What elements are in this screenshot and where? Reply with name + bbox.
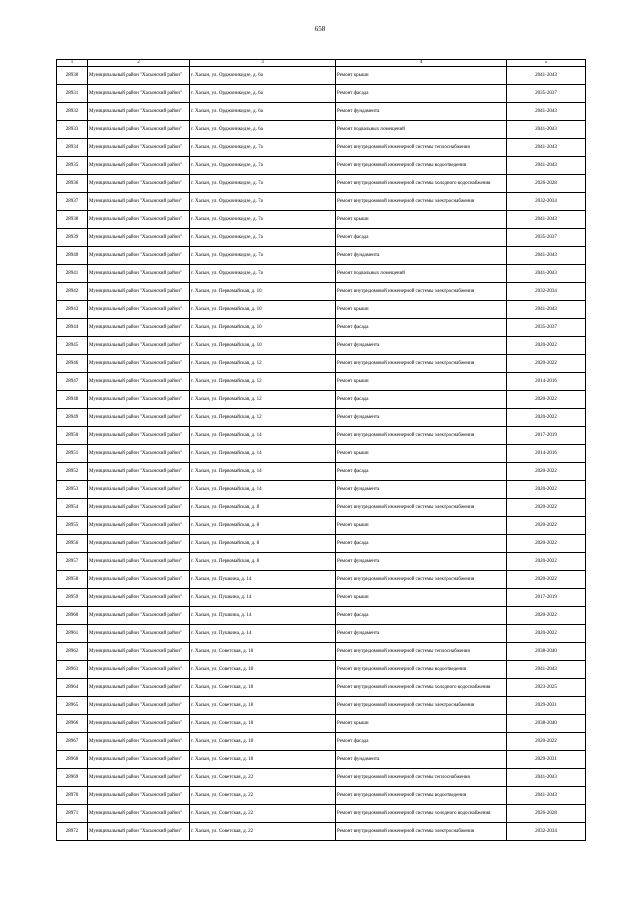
period-cell: 2017-2019	[507, 589, 586, 607]
table-row	[57, 607, 586, 625]
address-cell: г. Хасын, ул. Орджоникидзе, д. 7а	[190, 229, 336, 247]
address-cell: г. Хасын, ул. Первомайская, д. 12	[190, 409, 336, 427]
row-number-cell: 28968	[57, 751, 88, 769]
address-cell: г. Хасын, ул. Советская, д. 18	[190, 643, 336, 661]
address-cell: г. Хасын, ул. Орджоникидзе, д. 7а	[190, 193, 336, 211]
row-number-cell: 28955	[57, 517, 88, 535]
row-number-cell: 28930	[57, 67, 88, 85]
table-row	[57, 427, 586, 445]
address-cell: г. Хасын, ул. Первомайская, д. 10	[190, 301, 336, 319]
municipality-cell: Муниципальный район "Хасынский район"	[88, 715, 190, 733]
work-type-cell: Ремонт фасада	[336, 229, 507, 247]
row-number-cell: 28966	[57, 715, 88, 733]
table-row	[57, 337, 586, 355]
municipality-cell: Муниципальный район "Хасынский район"	[88, 607, 190, 625]
work-type-cell: Ремонт фасада	[336, 535, 507, 553]
period-cell: 2041-2043	[507, 769, 586, 787]
address-cell: г. Хасын, ул. Пушкина, д. 14	[190, 607, 336, 625]
address-cell: г. Хасын, ул. Советская, д. 22	[190, 787, 336, 805]
work-type-cell: Ремонт фундамента	[336, 625, 507, 643]
address-cell: г. Хасын, ул. Первомайская, д. 12	[190, 373, 336, 391]
row-number-cell: 28933	[57, 121, 88, 139]
table-row	[57, 463, 586, 481]
address-cell: г. Хасын, ул. Советская, д. 22	[190, 805, 336, 823]
row-number-cell: 28969	[57, 769, 88, 787]
row-number-cell: 28956	[57, 535, 88, 553]
table-row	[57, 283, 586, 301]
municipality-cell: Муниципальный район "Хасынский район"	[88, 211, 190, 229]
table-row	[57, 265, 586, 283]
table-row	[57, 391, 586, 409]
row-number-cell: 28965	[57, 697, 88, 715]
work-type-cell: Ремонт фасада	[336, 319, 507, 337]
address-cell: г. Хасын, ул. Орджоникидзе, д. 7а	[190, 211, 336, 229]
address-cell: г. Хасын, ул. Первомайская, д. 10	[190, 283, 336, 301]
municipality-cell: Муниципальный район "Хасынский район"	[88, 751, 190, 769]
period-cell: 2041-2043	[507, 301, 586, 319]
table-row	[57, 625, 586, 643]
address-cell: г. Хасын, ул. Советская, д. 22	[190, 823, 336, 841]
municipality-cell: Муниципальный район "Хасынский район"	[88, 625, 190, 643]
work-type-cell: Ремонт фундамента	[336, 337, 507, 355]
address-cell: г. Хасын, ул. Первомайская, д. 14	[190, 427, 336, 445]
period-cell: 2020-2022	[507, 481, 586, 499]
period-cell: 2035-2037	[507, 319, 586, 337]
work-type-cell: Ремонт фундамента	[336, 553, 507, 571]
work-type-cell: Ремонт внутридомовой инженерной системы водоотведения	[336, 787, 507, 805]
work-type-cell: Ремонт внутридомовой инженерной системы холодного водоснабжения	[336, 175, 507, 193]
municipality-cell: Муниципальный район "Хасынский район"	[88, 247, 190, 265]
address-cell: г. Хасын, ул. Советская, д. 18	[190, 751, 336, 769]
table-row	[57, 229, 586, 247]
work-type-cell: Ремонт подвальных помещений	[336, 265, 507, 283]
row-number-cell: 28944	[57, 319, 88, 337]
municipality-cell: Муниципальный район "Хасынский район"	[88, 301, 190, 319]
page-number: 658	[314, 25, 326, 33]
municipality-cell: Муниципальный район "Хасынский район"	[88, 643, 190, 661]
table-body	[57, 67, 586, 841]
address-cell: г. Хасын, ул. Советская, д. 22	[190, 769, 336, 787]
row-number-cell: 28971	[57, 805, 88, 823]
period-cell: 2020-2022	[507, 409, 586, 427]
work-type-cell: Ремонт внутридомовой инженерной системы электроснабжения	[336, 427, 507, 445]
table-row	[57, 535, 586, 553]
row-number-cell: 28935	[57, 157, 88, 175]
period-cell: 2041-2043	[507, 661, 586, 679]
row-number-cell: 28948	[57, 391, 88, 409]
municipality-cell: Муниципальный район "Хасынский район"	[88, 229, 190, 247]
municipality-cell: Муниципальный район "Хасынский район"	[88, 463, 190, 481]
period-cell: 2020-2022	[507, 625, 586, 643]
address-cell: г. Хасын, ул. Орджоникидзе, д. 7а	[190, 139, 336, 157]
address-cell: г. Хасын, ул. Советская, д. 18	[190, 661, 336, 679]
work-type-cell: Ремонт внутридомовой инженерной системы водоотведения	[336, 661, 507, 679]
work-type-cell: Ремонт крыши	[336, 211, 507, 229]
address-cell: г. Хасын, ул. Первомайская, д. 14	[190, 481, 336, 499]
municipality-cell: Муниципальный район "Хасынский район"	[88, 697, 190, 715]
row-number-cell: 28952	[57, 463, 88, 481]
work-type-cell: Ремонт фасада	[336, 463, 507, 481]
data-table	[56, 59, 586, 841]
row-number-cell: 28940	[57, 247, 88, 265]
row-number-cell: 28960	[57, 607, 88, 625]
row-number-cell: 28931	[57, 85, 88, 103]
table-row	[57, 751, 586, 769]
row-number-cell: 28941	[57, 265, 88, 283]
table-row	[57, 697, 586, 715]
address-cell: г. Хасын, ул. Первомайская, д. 14	[190, 445, 336, 463]
address-cell: г. Хасын, ул. Орджоникидзе, д. 6а	[190, 85, 336, 103]
table-row	[57, 157, 586, 175]
municipality-cell: Муниципальный район "Хасынский район"	[88, 823, 190, 841]
row-number-cell: 28936	[57, 175, 88, 193]
address-cell: г. Хасын, ул. Орджоникидзе, д. 6а	[190, 67, 336, 85]
address-cell: г. Хасын, ул. Орджоникидзе, д. 7а	[190, 175, 336, 193]
municipality-cell: Муниципальный район "Хасынский район"	[88, 769, 190, 787]
municipality-cell: Муниципальный район "Хасынский район"	[88, 571, 190, 589]
address-cell: г. Хасын, ул. Первомайская, д. 14	[190, 463, 336, 481]
table-row	[57, 445, 586, 463]
address-cell: г. Хасын, ул. Первомайская, д. 10	[190, 337, 336, 355]
municipality-cell: Муниципальный район "Хасынский район"	[88, 517, 190, 535]
work-type-cell: Ремонт крыши	[336, 301, 507, 319]
municipality-cell: Муниципальный район "Хасынский район"	[88, 103, 190, 121]
period-cell: 2041-2043	[507, 787, 586, 805]
work-type-cell: Ремонт внутридомовой инженерной системы электроснабжения	[336, 355, 507, 373]
column-header: 2	[88, 60, 190, 67]
table-row	[57, 517, 586, 535]
table-row	[57, 823, 586, 841]
table-row	[57, 247, 586, 265]
period-cell: 2023-2025	[507, 679, 586, 697]
period-cell: 2020-2022	[507, 607, 586, 625]
municipality-cell: Муниципальный район "Хасынский район"	[88, 481, 190, 499]
period-cell: 2020-2022	[507, 553, 586, 571]
table-row	[57, 499, 586, 517]
period-cell: 2041-2043	[507, 121, 586, 139]
column-header: 5	[507, 60, 586, 67]
table-row	[57, 85, 586, 103]
table-row	[57, 679, 586, 697]
period-cell: 2014-2016	[507, 445, 586, 463]
table-row	[57, 643, 586, 661]
row-number-cell: 28958	[57, 571, 88, 589]
period-cell: 2032-2034	[507, 193, 586, 211]
period-cell: 2020-2022	[507, 571, 586, 589]
municipality-cell: Муниципальный район "Хасынский район"	[88, 121, 190, 139]
row-number-cell: 28943	[57, 301, 88, 319]
address-cell: г. Хасын, ул. Советская, д. 18	[190, 697, 336, 715]
period-cell: 2029-2031	[507, 751, 586, 769]
municipality-cell: Муниципальный район "Хасынский район"	[88, 193, 190, 211]
work-type-cell: Ремонт внутридомовой инженерной системы теплоснабжения	[336, 643, 507, 661]
row-number-cell: 28964	[57, 679, 88, 697]
table-row	[57, 67, 586, 85]
work-type-cell: Ремонт внутридомовой инженерной системы теплоснабжения	[336, 139, 507, 157]
period-cell: 2020-2022	[507, 391, 586, 409]
period-cell: 2026-2028	[507, 175, 586, 193]
work-type-cell: Ремонт фасада	[336, 85, 507, 103]
row-number-cell: 28949	[57, 409, 88, 427]
row-number-cell: 28950	[57, 427, 88, 445]
address-cell: г. Хасын, ул. Советская, д. 18	[190, 715, 336, 733]
row-number-cell: 28961	[57, 625, 88, 643]
address-cell: г. Хасын, ул. Первомайская, д. 8	[190, 517, 336, 535]
period-cell: 2032-2034	[507, 283, 586, 301]
municipality-cell: Муниципальный район "Хасынский район"	[88, 373, 190, 391]
municipality-cell: Муниципальный район "Хасынский район"	[88, 427, 190, 445]
row-number-cell: 28939	[57, 229, 88, 247]
table-row	[57, 175, 586, 193]
address-cell: г. Хасын, ул. Пушкина, д. 14	[190, 625, 336, 643]
period-cell: 2020-2022	[507, 355, 586, 373]
address-cell: г. Хасын, ул. Орджоникидзе, д. 6а	[190, 103, 336, 121]
period-cell: 2041-2043	[507, 247, 586, 265]
address-cell: г. Хасын, ул. Первомайская, д. 8	[190, 499, 336, 517]
table-row	[57, 733, 586, 751]
municipality-cell: Муниципальный район "Хасынский район"	[88, 589, 190, 607]
work-type-cell: Ремонт крыши	[336, 589, 507, 607]
address-cell: г. Хасын, ул. Орджоникидзе, д. 7а	[190, 247, 336, 265]
work-type-cell: Ремонт фасада	[336, 733, 507, 751]
work-type-cell: Ремонт внутридомовой инженерной системы электроснабжения	[336, 697, 507, 715]
row-number-cell: 28963	[57, 661, 88, 679]
period-cell: 2029-2031	[507, 697, 586, 715]
period-cell: 2020-2022	[507, 517, 586, 535]
period-cell: 2020-2022	[507, 499, 586, 517]
period-cell: 2041-2043	[507, 265, 586, 283]
work-type-cell: Ремонт крыши	[336, 67, 507, 85]
address-cell: г. Хасын, ул. Советская, д. 18	[190, 733, 336, 751]
table-row	[57, 301, 586, 319]
table-row	[57, 589, 586, 607]
work-type-cell: Ремонт фундамента	[336, 751, 507, 769]
municipality-cell: Муниципальный район "Хасынский район"	[88, 445, 190, 463]
table-row	[57, 139, 586, 157]
table-row	[57, 121, 586, 139]
municipality-cell: Муниципальный район "Хасынский район"	[88, 553, 190, 571]
work-type-cell: Ремонт фундамента	[336, 103, 507, 121]
work-type-cell: Ремонт фундамента	[336, 409, 507, 427]
period-cell: 2035-2037	[507, 85, 586, 103]
work-type-cell: Ремонт внутридомовой инженерной системы водоотведения	[336, 157, 507, 175]
work-type-cell: Ремонт внутридомовой инженерной системы электроснабжения	[336, 283, 507, 301]
address-cell: г. Хасын, ул. Советская, д. 18	[190, 679, 336, 697]
municipality-cell: Муниципальный район "Хасынский район"	[88, 391, 190, 409]
address-cell: г. Хасын, ул. Орджоникидзе, д. 7а	[190, 265, 336, 283]
table-row	[57, 787, 586, 805]
row-number-cell: 28938	[57, 211, 88, 229]
work-type-cell: Ремонт крыши	[336, 715, 507, 733]
municipality-cell: Муниципальный район "Хасынский район"	[88, 733, 190, 751]
address-cell: г. Хасын, ул. Первомайская, д. 12	[190, 391, 336, 409]
column-header: 3	[190, 60, 336, 67]
work-type-cell: Ремонт внутридомовой инженерной системы теплоснабжения	[336, 769, 507, 787]
address-cell: г. Хасын, ул. Пушкина, д. 14	[190, 589, 336, 607]
address-cell: г. Хасын, ул. Орджоникидзе, д. 6а	[190, 121, 336, 139]
municipality-cell: Муниципальный район "Хасынский район"	[88, 67, 190, 85]
row-number-cell: 28934	[57, 139, 88, 157]
work-type-cell: Ремонт внутридомовой инженерной системы электроснабжения	[336, 193, 507, 211]
table-row	[57, 481, 586, 499]
municipality-cell: Муниципальный район "Хасынский район"	[88, 787, 190, 805]
address-cell: г. Хасын, ул. Первомайская, д. 10	[190, 319, 336, 337]
period-cell: 2014-2016	[507, 373, 586, 391]
table-row	[57, 211, 586, 229]
row-number-cell: 28967	[57, 733, 88, 751]
address-cell: г. Хасын, ул. Первомайская, д. 8	[190, 535, 336, 553]
row-number-cell: 28932	[57, 103, 88, 121]
period-cell: 2041-2043	[507, 139, 586, 157]
row-number-cell: 28953	[57, 481, 88, 499]
municipality-cell: Муниципальный район "Хасынский район"	[88, 157, 190, 175]
row-number-cell: 28937	[57, 193, 88, 211]
row-number-cell: 28946	[57, 355, 88, 373]
row-number-cell: 28962	[57, 643, 88, 661]
period-cell: 2020-2022	[507, 733, 586, 751]
table-row	[57, 373, 586, 391]
period-cell: 2035-2037	[507, 229, 586, 247]
work-type-cell: Ремонт внутридомовой инженерной системы электроснабжения	[336, 571, 507, 589]
table-row	[57, 661, 586, 679]
row-number-cell: 28970	[57, 787, 88, 805]
row-number-cell: 28945	[57, 337, 88, 355]
period-cell: 2026-2028	[507, 805, 586, 823]
table-row	[57, 805, 586, 823]
work-type-cell: Ремонт крыши	[336, 445, 507, 463]
work-type-cell: Ремонт подвальных помещений	[336, 121, 507, 139]
work-type-cell: Ремонт крыши	[336, 517, 507, 535]
period-cell: 2041-2043	[507, 103, 586, 121]
municipality-cell: Муниципальный район "Хасынский район"	[88, 265, 190, 283]
period-cell: 2017-2019	[507, 427, 586, 445]
municipality-cell: Муниципальный район "Хасынский район"	[88, 661, 190, 679]
table-row	[57, 715, 586, 733]
table-row	[57, 409, 586, 427]
address-cell: г. Хасын, ул. Орджоникидзе, д. 7а	[190, 157, 336, 175]
row-number-cell: 28942	[57, 283, 88, 301]
address-cell: г. Хасын, ул. Первомайская, д. 12	[190, 355, 336, 373]
row-number-cell: 28954	[57, 499, 88, 517]
row-number-cell: 28972	[57, 823, 88, 841]
municipality-cell: Муниципальный район "Хасынский район"	[88, 319, 190, 337]
work-type-cell: Ремонт фундамента	[336, 481, 507, 499]
work-type-cell: Ремонт фасада	[336, 607, 507, 625]
municipality-cell: Муниципальный район "Хасынский район"	[88, 139, 190, 157]
table-row	[57, 553, 586, 571]
work-type-cell: Ремонт внутридомовой инженерной системы электроснабжения	[336, 823, 507, 841]
period-cell: 2038-2040	[507, 715, 586, 733]
municipality-cell: Муниципальный район "Хасынский район"	[88, 499, 190, 517]
municipality-cell: Муниципальный район "Хасынский район"	[88, 175, 190, 193]
row-number-cell: 28957	[57, 553, 88, 571]
municipality-cell: Муниципальный район "Хасынский район"	[88, 337, 190, 355]
municipality-cell: Муниципальный район "Хасынский район"	[88, 409, 190, 427]
column-header: 4	[336, 60, 507, 67]
column-header: 1	[57, 60, 88, 67]
period-cell: 2038-2040	[507, 643, 586, 661]
table-row	[57, 319, 586, 337]
work-type-cell: Ремонт внутридомовой инженерной системы электроснабжения	[336, 499, 507, 517]
row-number-cell: 28951	[57, 445, 88, 463]
row-number-cell: 28947	[57, 373, 88, 391]
period-cell: 2032-2034	[507, 823, 586, 841]
period-cell: 2020-2022	[507, 535, 586, 553]
municipality-cell: Муниципальный район "Хасынский район"	[88, 85, 190, 103]
table-row	[57, 769, 586, 787]
table-row	[57, 355, 586, 373]
municipality-cell: Муниципальный район "Хасынский район"	[88, 679, 190, 697]
period-cell: 2041-2043	[507, 211, 586, 229]
work-type-cell: Ремонт внутридомовой инженерной системы холодного водоснабжения	[336, 805, 507, 823]
period-cell: 2041-2043	[507, 157, 586, 175]
address-cell: г. Хасын, ул. Пушкина, д. 14	[190, 571, 336, 589]
work-type-cell: Ремонт фасада	[336, 391, 507, 409]
work-type-cell: Ремонт внутридомовой инженерной системы холодного водоснабжения	[336, 679, 507, 697]
period-cell: 2041-2043	[507, 67, 586, 85]
table-row	[57, 193, 586, 211]
address-cell: г. Хасын, ул. Первомайская, д. 8	[190, 553, 336, 571]
period-cell: 2020-2022	[507, 337, 586, 355]
municipality-cell: Муниципальный район "Хасынский район"	[88, 805, 190, 823]
table-row	[57, 571, 586, 589]
municipality-cell: Муниципальный район "Хасынский район"	[88, 355, 190, 373]
period-cell: 2020-2022	[507, 463, 586, 481]
table-row	[57, 103, 586, 121]
row-number-cell: 28959	[57, 589, 88, 607]
header-row	[57, 60, 586, 67]
work-type-cell: Ремонт фундамента	[336, 247, 507, 265]
municipality-cell: Муниципальный район "Хасынский район"	[88, 535, 190, 553]
work-type-cell: Ремонт крыши	[336, 373, 507, 391]
municipality-cell: Муниципальный район "Хасынский район"	[88, 283, 190, 301]
